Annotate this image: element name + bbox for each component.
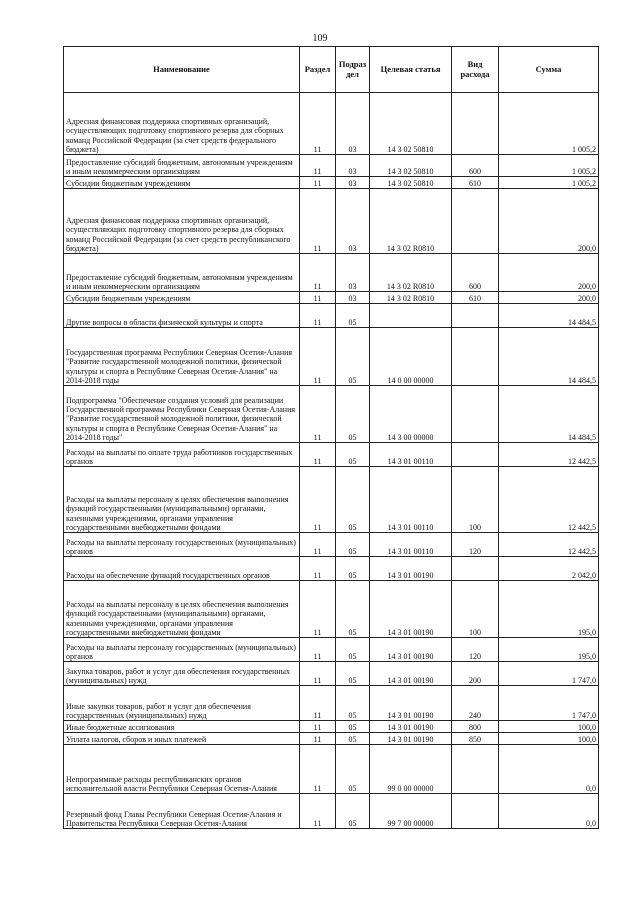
- cell-sum: 12 442,5: [499, 533, 599, 557]
- cell-name: Расходы на выплаты персоналу в целях обеспечения выполнения функций государственными (муниципальными) органами, казенными учреждениями, органами управления государственными внебюджетными фондами: [64, 467, 300, 533]
- cell-sum: 1 005,2: [499, 93, 599, 155]
- cell-expense: 100: [452, 467, 499, 533]
- cell-target: 14 3 01 00190: [370, 721, 452, 733]
- table-row: [64, 254, 599, 292]
- table-header-row: [64, 47, 599, 93]
- header-target: Целевая статья: [370, 47, 452, 93]
- header-sum: Сумма: [499, 47, 599, 93]
- cell-name: Расходы на выплаты персоналу государственных (муниципальных) органов: [64, 533, 300, 557]
- header-section: Раздел: [300, 47, 336, 93]
- table-row: [64, 662, 599, 686]
- cell-subsection: 05: [336, 443, 370, 467]
- cell-section: 11: [300, 662, 336, 686]
- cell-sum: 14 484,5: [499, 328, 599, 386]
- table-row: [64, 328, 599, 386]
- table-row: [64, 581, 599, 638]
- cell-target: 99 7 00 00000: [370, 794, 452, 829]
- cell-subsection: 03: [336, 292, 370, 304]
- cell-name: Субсидии бюджетным учреждениям: [64, 292, 300, 304]
- cell-target: 14 3 01 00190: [370, 662, 452, 686]
- cell-target: 14 3 02 R0810: [370, 292, 452, 304]
- cell-subsection: 05: [336, 638, 370, 662]
- cell-name: Иные закупки товаров, работ и услуг для обеспечения государственных (муниципальных) нужд: [64, 686, 300, 721]
- cell-name: Субсидии бюджетным учреждениям: [64, 177, 300, 189]
- header-subsection: Подраз дел: [336, 47, 370, 93]
- cell-subsection: 03: [336, 189, 370, 254]
- cell-target: 14 3 01 00190: [370, 686, 452, 721]
- cell-subsection: 03: [336, 93, 370, 155]
- cell-target: [370, 304, 452, 328]
- table-row: [64, 533, 599, 557]
- cell-sum: 1 005,2: [499, 155, 599, 177]
- cell-subsection: 05: [336, 533, 370, 557]
- cell-target: 14 0 00 00000: [370, 328, 452, 386]
- cell-target: 14 3 02 50810: [370, 177, 452, 189]
- cell-section: 11: [300, 443, 336, 467]
- budget-table: [63, 46, 599, 829]
- cell-expense: 600: [452, 254, 499, 292]
- cell-section: 11: [300, 254, 336, 292]
- table-body: [64, 93, 599, 829]
- cell-target: 14 3 01 00110: [370, 467, 452, 533]
- cell-sum: 200,0: [499, 292, 599, 304]
- cell-subsection: 05: [336, 328, 370, 386]
- cell-expense: 850: [452, 733, 499, 745]
- cell-name: Предоставление субсидий бюджетным, автономным учреждениям и иным некоммерческим организациям: [64, 155, 300, 177]
- cell-target: 14 3 02 50810: [370, 93, 452, 155]
- table-row: [64, 745, 599, 794]
- table-row: [64, 721, 599, 733]
- cell-target: 14 3 01 00110: [370, 533, 452, 557]
- header-name: Наименование: [64, 47, 300, 93]
- cell-name: Государственная программа Республики Северная Осетия-Алания "Развитие государственной молодежной политики, физической культуры и спорта в Республике Северная Осетия-Алания" на 2014-2018 годы: [64, 328, 300, 386]
- cell-expense: 240: [452, 686, 499, 721]
- cell-sum: 1 747,0: [499, 686, 599, 721]
- cell-section: 11: [300, 328, 336, 386]
- cell-target: 14 3 01 00190: [370, 733, 452, 745]
- table-row: [64, 794, 599, 829]
- cell-name: Адресная финансовая поддержка спортивных организаций, осуществляющих подготовку спортивного резерва для сборных команд Российской Федерации (за счет средств федерального бюджета): [64, 93, 300, 155]
- table-row: [64, 177, 599, 189]
- cell-section: 11: [300, 733, 336, 745]
- header-expense: Вид расхода: [452, 47, 499, 93]
- cell-expense: 600: [452, 155, 499, 177]
- cell-section: 11: [300, 386, 336, 443]
- table-row: [64, 467, 599, 533]
- table-row: [64, 304, 599, 328]
- cell-sum: 12 442,5: [499, 467, 599, 533]
- cell-sum: 195,0: [499, 638, 599, 662]
- cell-expense: [452, 304, 499, 328]
- cell-target: 14 3 00 00000: [370, 386, 452, 443]
- cell-section: 11: [300, 745, 336, 794]
- cell-sum: 14 484,5: [499, 304, 599, 328]
- cell-target: 14 3 02 R0810: [370, 189, 452, 254]
- cell-target: 14 3 01 00190: [370, 638, 452, 662]
- cell-name: Уплата налогов, сборов и иных платежей: [64, 733, 300, 745]
- cell-name: Расходы на обеспечение функций государственных органов: [64, 557, 300, 581]
- cell-sum: 200,0: [499, 254, 599, 292]
- cell-expense: [452, 328, 499, 386]
- cell-sum: 12 442,5: [499, 443, 599, 467]
- cell-section: 11: [300, 467, 336, 533]
- cell-section: 11: [300, 557, 336, 581]
- cell-expense: [452, 794, 499, 829]
- cell-section: 11: [300, 533, 336, 557]
- cell-subsection: 05: [336, 467, 370, 533]
- cell-expense: 610: [452, 177, 499, 189]
- table-row: [64, 443, 599, 467]
- cell-name: Непрограммные расходы республиканских органов исполнительной власти Республики Северная Осетия-Алания: [64, 745, 300, 794]
- cell-subsection: 05: [336, 686, 370, 721]
- cell-target: 14 3 01 00190: [370, 581, 452, 638]
- cell-sum: 195,0: [499, 581, 599, 638]
- cell-subsection: 03: [336, 177, 370, 189]
- cell-expense: 120: [452, 638, 499, 662]
- cell-expense: [452, 189, 499, 254]
- cell-expense: [452, 386, 499, 443]
- cell-target: 14 3 02 R0810: [370, 254, 452, 292]
- cell-target: 14 3 02 50810: [370, 155, 452, 177]
- cell-sum: 100,0: [499, 721, 599, 733]
- cell-name: Расходы на выплаты персоналу государственных (муниципальных) органов: [64, 638, 300, 662]
- cell-expense: [452, 443, 499, 467]
- cell-sum: 100,0: [499, 733, 599, 745]
- table-row: [64, 386, 599, 443]
- table-row: [64, 155, 599, 177]
- table-row: [64, 638, 599, 662]
- cell-subsection: 03: [336, 254, 370, 292]
- table-row: [64, 557, 599, 581]
- cell-name: Расходы на выплаты персоналу в целях обеспечения выполнения функций государственными (муниципальными) органами, казенными учреждениями, органами управления государственными внебюджетными фондами: [64, 581, 300, 638]
- cell-subsection: 05: [336, 386, 370, 443]
- cell-sum: 0,0: [499, 745, 599, 794]
- cell-sum: 14 484,5: [499, 386, 599, 443]
- cell-name: Расходы на выплаты по оплате труда работников государственных органов: [64, 443, 300, 467]
- cell-expense: 100: [452, 581, 499, 638]
- cell-section: 11: [300, 177, 336, 189]
- cell-name: Подпрограмма "Обеспечение создания условий для реализации Государственной программы Республики Северная Осетия-Алания "Развитие государственной молодежной политики, физической культуры и спорта в Республике Северная Осетия-Алания" на 2014-2018 годы": [64, 386, 300, 443]
- cell-expense: 200: [452, 662, 499, 686]
- cell-section: 11: [300, 304, 336, 328]
- cell-expense: [452, 93, 499, 155]
- cell-subsection: 03: [336, 155, 370, 177]
- cell-section: 11: [300, 721, 336, 733]
- cell-subsection: 05: [336, 304, 370, 328]
- cell-target: 99 0 00 00000: [370, 745, 452, 794]
- cell-target: 14 3 01 00110: [370, 443, 452, 467]
- cell-name: Другие вопросы в области физической культуры и спорта: [64, 304, 300, 328]
- cell-section: 11: [300, 155, 336, 177]
- cell-subsection: 05: [336, 745, 370, 794]
- cell-name: Иные бюджетные ассигнования: [64, 721, 300, 733]
- cell-section: 11: [300, 292, 336, 304]
- cell-target: 14 3 01 00190: [370, 557, 452, 581]
- cell-sum: 200,0: [499, 189, 599, 254]
- table-row: [64, 292, 599, 304]
- cell-expense: [452, 557, 499, 581]
- cell-expense: 610: [452, 292, 499, 304]
- cell-expense: 120: [452, 533, 499, 557]
- cell-name: Предоставление субсидий бюджетным, автономным учреждениям и иным некоммерческим организациям: [64, 254, 300, 292]
- cell-sum: 1 005,2: [499, 177, 599, 189]
- cell-subsection: 05: [336, 794, 370, 829]
- cell-subsection: 05: [336, 662, 370, 686]
- cell-subsection: 05: [336, 721, 370, 733]
- table-row: [64, 93, 599, 155]
- cell-section: 11: [300, 638, 336, 662]
- table-row: [64, 686, 599, 721]
- cell-subsection: 05: [336, 557, 370, 581]
- cell-name: Закупка товаров, работ и услуг для обеспечения государственных (муниципальных) нужд: [64, 662, 300, 686]
- cell-section: 11: [300, 686, 336, 721]
- table-row: [64, 189, 599, 254]
- cell-name: Адресная финансовая поддержка спортивных организаций, осуществляющих подготовку спортивного резерва для сборных команд Российской Федерации (за счет средств республиканского бюджета): [64, 189, 300, 254]
- cell-sum: 2 042,0: [499, 557, 599, 581]
- cell-section: 11: [300, 794, 336, 829]
- cell-sum: 1 747,0: [499, 662, 599, 686]
- cell-name: Резервный фонд Главы Республики Северная Осетия-Алания и Правительства Республики Северная Осетия-Алания: [64, 794, 300, 829]
- cell-expense: 800: [452, 721, 499, 733]
- cell-expense: [452, 745, 499, 794]
- table-row: [64, 733, 599, 745]
- cell-sum: 0,0: [499, 794, 599, 829]
- cell-subsection: 05: [336, 733, 370, 745]
- page-number: 109: [312, 33, 328, 44]
- cell-section: 11: [300, 93, 336, 155]
- cell-subsection: 05: [336, 581, 370, 638]
- cell-section: 11: [300, 189, 336, 254]
- cell-section: 11: [300, 581, 336, 638]
